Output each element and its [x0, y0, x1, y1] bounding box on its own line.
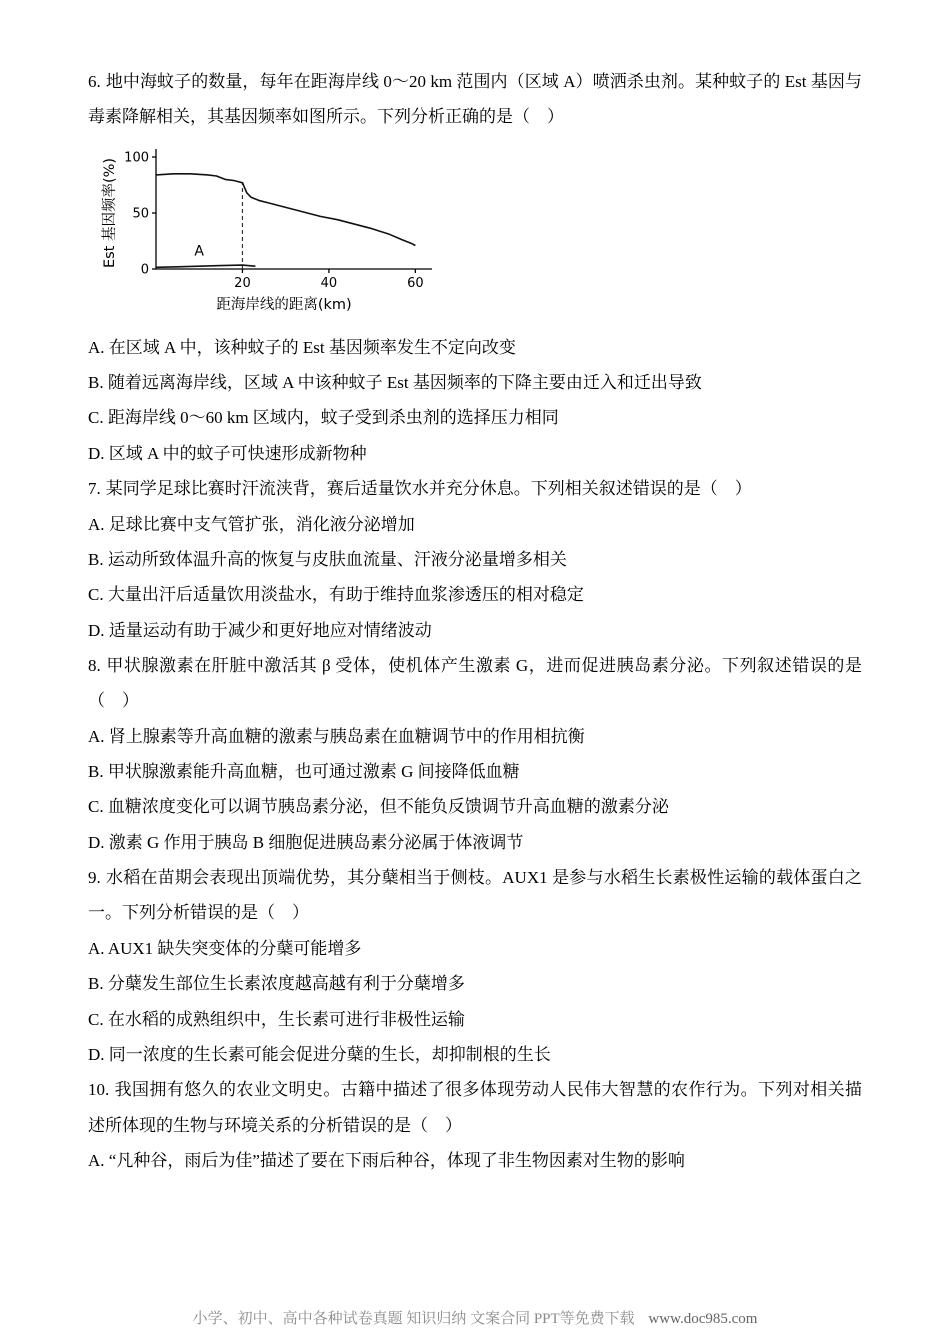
question-7-stem: [88, 471, 862, 506]
question-7-option-c: C. 大量出汗后适量饮用淡盐水，有助于维持血浆渗透压的相对稳定: [88, 585, 584, 605]
question-8-option-c: C. 血糖浓度变化可以调节胰岛素分泌，但不能负反馈调节升高血糖的激素分泌: [88, 797, 669, 817]
question-6-option-d: D. 区域 A 中的蚊子可快速形成新物种: [88, 443, 367, 463]
question-stem-text: 某同学足球比赛时汗流浃背，赛后适量饮水并充分休息。下列相关叙述错误的是（ ）: [105, 479, 752, 499]
question-stem-text: 我国拥有悠久的农业文明史。古籍中描述了很多体现劳动人民伟大智慧的农作行为。下列对相关描述所体现的生物与环境关系的分析错误的是（ ）: [88, 1080, 862, 1135]
question-8-option-b: B. 甲状腺激素能升高血糖，也可通过激素 G 间接降低血糖: [88, 762, 520, 782]
question-number: 8.: [88, 655, 101, 675]
svg-text:0: 0: [140, 262, 149, 278]
question-10: [88, 1072, 862, 1178]
question-number: 9.: [88, 868, 101, 888]
question-9-option-d: D. 同一浓度的生长素可能会促进分蘖的生长，却抑制根的生长: [88, 1044, 551, 1064]
question-10-stem: [88, 1072, 862, 1143]
question-7-option-d: D. 适量运动有助于减少和更好地应对情绪波动: [88, 620, 432, 640]
question-stem-text: 水稻在苗期会表现出顶端优势，其分蘖相当于侧枝。AUX1 是参与水稻生长素极性运输的载体蛋白之一。下列分析错误的是（ ）: [88, 868, 862, 923]
question-9-option-c: C. 在水稻的成熟组织中，生长素可进行非极性运输: [88, 1009, 465, 1029]
question-6-option-b: B. 随着远离海岸线，区域 A 中该种蚊子 Est 基因频率的下降主要由迁入和迁出导致: [88, 373, 702, 393]
svg-text:40: 40: [320, 275, 338, 291]
chart-svg: [94, 141, 446, 319]
footer-url: www.doc985.com: [648, 1311, 758, 1327]
page-footer: [0, 1307, 950, 1328]
question-9-option-b: B. 分蘖发生部位生长素浓度越高越有利于分蘖增多: [88, 974, 465, 994]
est-gene-frequency-chart: [94, 141, 862, 324]
footer-text: 小学、初中、高中各种试卷真题 知识归纳 文案合同 PPT等免费下载: [192, 1311, 635, 1327]
chart-x-axis-label: 距海岸线的距离(km): [216, 296, 352, 313]
question-6-stem: [88, 64, 862, 135]
chart-plot-area: [124, 149, 432, 291]
question-7: [88, 471, 862, 648]
svg-text:20: 20: [234, 275, 251, 291]
question-6: [88, 64, 862, 471]
question-number: 6.: [88, 72, 101, 91]
question-6-option-a: A. 在区域 A 中，该种蚊子的 Est 基因频率发生不定向改变: [88, 337, 516, 357]
question-8: [88, 648, 862, 860]
question-8-option-a: A. 肾上腺素等升高血糖的激素与胰岛素在血糖调节中的作用相抗衡: [88, 726, 585, 746]
question-number: 7.: [88, 479, 101, 499]
question-7-option-a: A. 足球比赛中支气管扩张，消化液分泌增加: [88, 514, 415, 534]
question-6-option-c: C. 距海岸线 0～60 km 区域内，蚊子受到杀虫剂的选择压力相同: [88, 408, 559, 428]
svg-text:60: 60: [407, 275, 424, 291]
question-9: [88, 860, 862, 1072]
svg-text:A: A: [194, 243, 205, 260]
question-7-option-b: B. 运动所致体温升高的恢复与皮肤血流量、汗液分泌量增多相关: [88, 549, 567, 569]
svg-text:100: 100: [124, 150, 149, 166]
question-9-stem: [88, 860, 862, 931]
question-stem-text: 地中海蚊子的数量，每年在距海岸线 0～20 km 范围内（区域 A）喷洒杀虫剂。某种蚊子的 Est 基因与毒素降解相关，其基因频率如图所示。下列分析正确的是（ ）: [88, 72, 862, 127]
question-9-option-a: A. AUX1 缺失突变体的分蘖可能增多: [88, 938, 362, 958]
question-8-stem: [88, 648, 862, 719]
chart-y-axis-label: Est 基因频率(%): [102, 157, 118, 268]
question-8-option-d: D. 激素 G 作用于胰岛 B 细胞促进胰岛素分泌属于体液调节: [88, 832, 524, 852]
question-stem-text: 甲状腺激素在肝脏中激活其 β 受体，使机体产生激素 G，进而促进胰岛素分泌。下列叙述错误的是（ ）: [88, 655, 862, 711]
question-10-option-a: A. “凡种谷，雨后为佳”描述了要在下雨后种谷，体现了非生物因素对生物的影响: [88, 1150, 685, 1170]
svg-text:50: 50: [132, 206, 149, 222]
question-number: 10.: [88, 1080, 110, 1100]
